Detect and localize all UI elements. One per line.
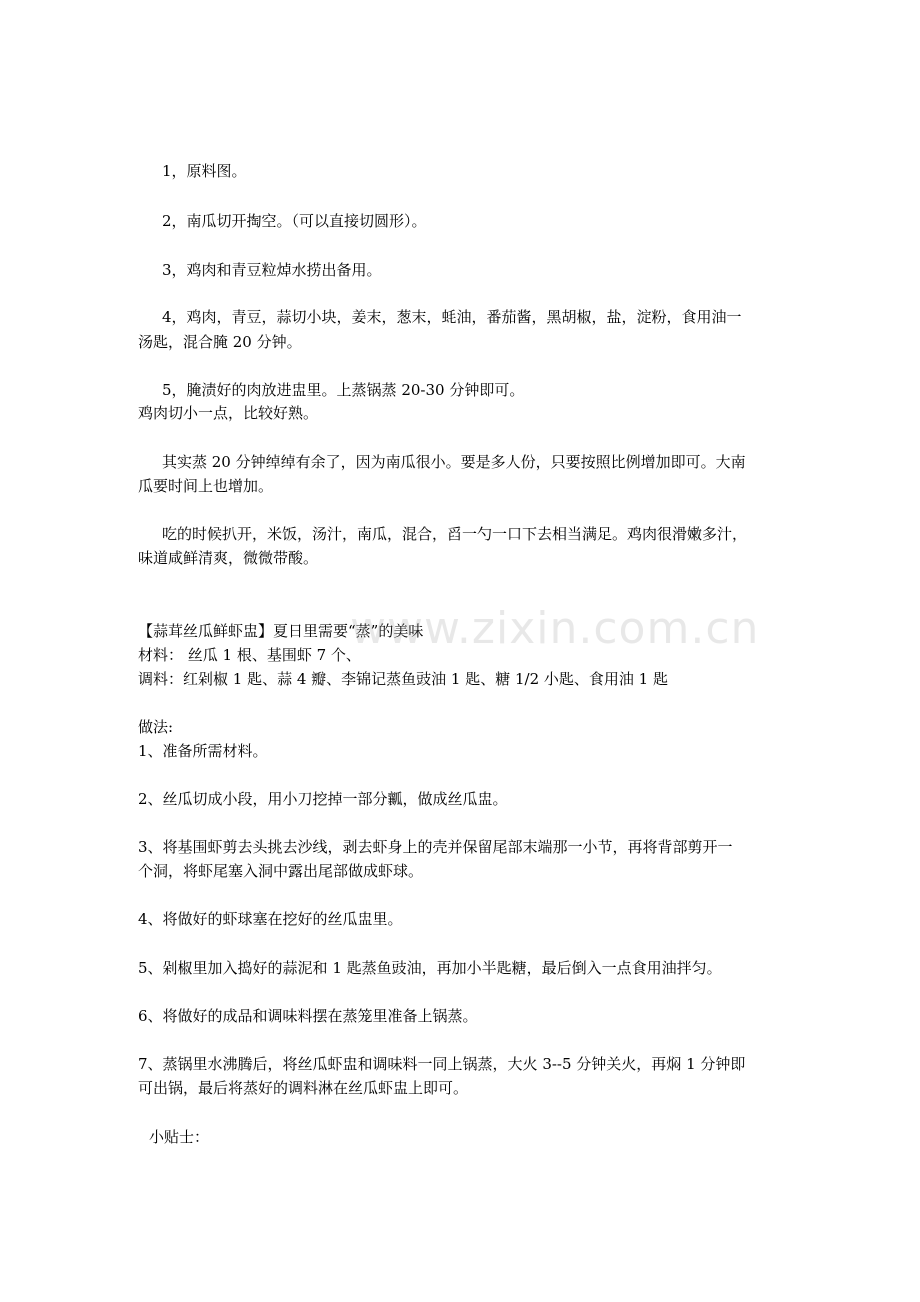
pumpkin-note: 鸡肉切小一点，比较好熟。 (138, 404, 319, 422)
pumpkin-step-4-cont: 汤匙，混合腌 20 分钟。 (138, 333, 302, 351)
watermark: www.zixin.com.cn (350, 603, 760, 654)
pumpkin-step-4: 4，鸡肉，青豆，蒜切小块，姜末，葱末，蚝油，番茄酱，黑胡椒，盐，淀粉，食用油一 (162, 308, 742, 326)
method-step-4: 4、将做好的虾球塞在挖好的丝瓜盅里。 (138, 910, 403, 928)
method-step-1: 1、准备所需材料。 (138, 742, 268, 760)
method-step-3-cont: 个洞，将虾尾塞入洞中露出尾部做成虾球。 (138, 862, 424, 880)
pumpkin-step-2: 2，南瓜切开掏空。（可以直接切圆形）。 (162, 212, 427, 230)
pumpkin-step-3: 3，鸡肉和青豆粒焯水捞出备用。 (162, 261, 382, 279)
tips-heading: 小贴士： (149, 1128, 210, 1146)
pumpkin-paragraph-2-cont: 味道咸鲜清爽，微微带酸。 (138, 549, 319, 567)
method-step-7: 7、蒸锅里水沸腾后，将丝瓜虾盅和调味料一同上锅蒸，大火 3--5 分钟关火，再焖 1 分钟即 (138, 1055, 746, 1073)
pumpkin-step-1: 1，原料图。 (162, 162, 247, 180)
method-step-5: 5、剁椒里加入捣好的蒜泥和 1 匙蒸鱼豉油，再加小半匙糖，最后倒入一点食用油拌匀。 (138, 959, 722, 977)
recipe-title: 【蒜茸丝瓜鲜虾盅】夏日里需要“蒸”的美味 (138, 622, 424, 640)
pumpkin-paragraph-1: 其实蒸 20 分钟绰绰有余了，因为南瓜很小。要是多人份，只要按照比例增加即可。大南 (162, 453, 746, 471)
pumpkin-paragraph-2: 吃的时候扒开，米饭，汤汁，南瓜，混合，舀一勺一口下去相当满足。鸡肉很滑嫩多汁， (162, 525, 748, 543)
method-step-3: 3、将基围虾剪去头挑去沙线，剥去虾身上的壳并保留尾部末端那一小节，再将背部剪开一 (138, 838, 733, 856)
method-heading: 做法: (138, 718, 174, 736)
ingredients-line: 材料： 丝瓜 1 根、基围虾 7 个、 (138, 646, 361, 664)
method-step-2: 2、丝瓜切成小段，用小刀挖掉一部分瓤，做成丝瓜盅。 (138, 790, 508, 808)
method-step-7-cont: 可出锅，最后将蒸好的调料淋在丝瓜虾盅上即可。 (138, 1079, 469, 1097)
seasonings-line: 调料：红剁椒 1 匙、蒜 4 瓣、李锦记蒸鱼豉油 1 匙、糖 1/2 小匙、食用油 1 匙 (138, 670, 668, 688)
pumpkin-step-5: 5，腌渍好的肉放进盅里。上蒸锅蒸 20-30 分钟即可。 (162, 381, 525, 399)
method-step-6: 6、将做好的成品和调味料摆在蒸笼里准备上锅蒸。 (138, 1007, 478, 1025)
pumpkin-paragraph-1-cont: 瓜要时间上也增加。 (138, 477, 274, 495)
